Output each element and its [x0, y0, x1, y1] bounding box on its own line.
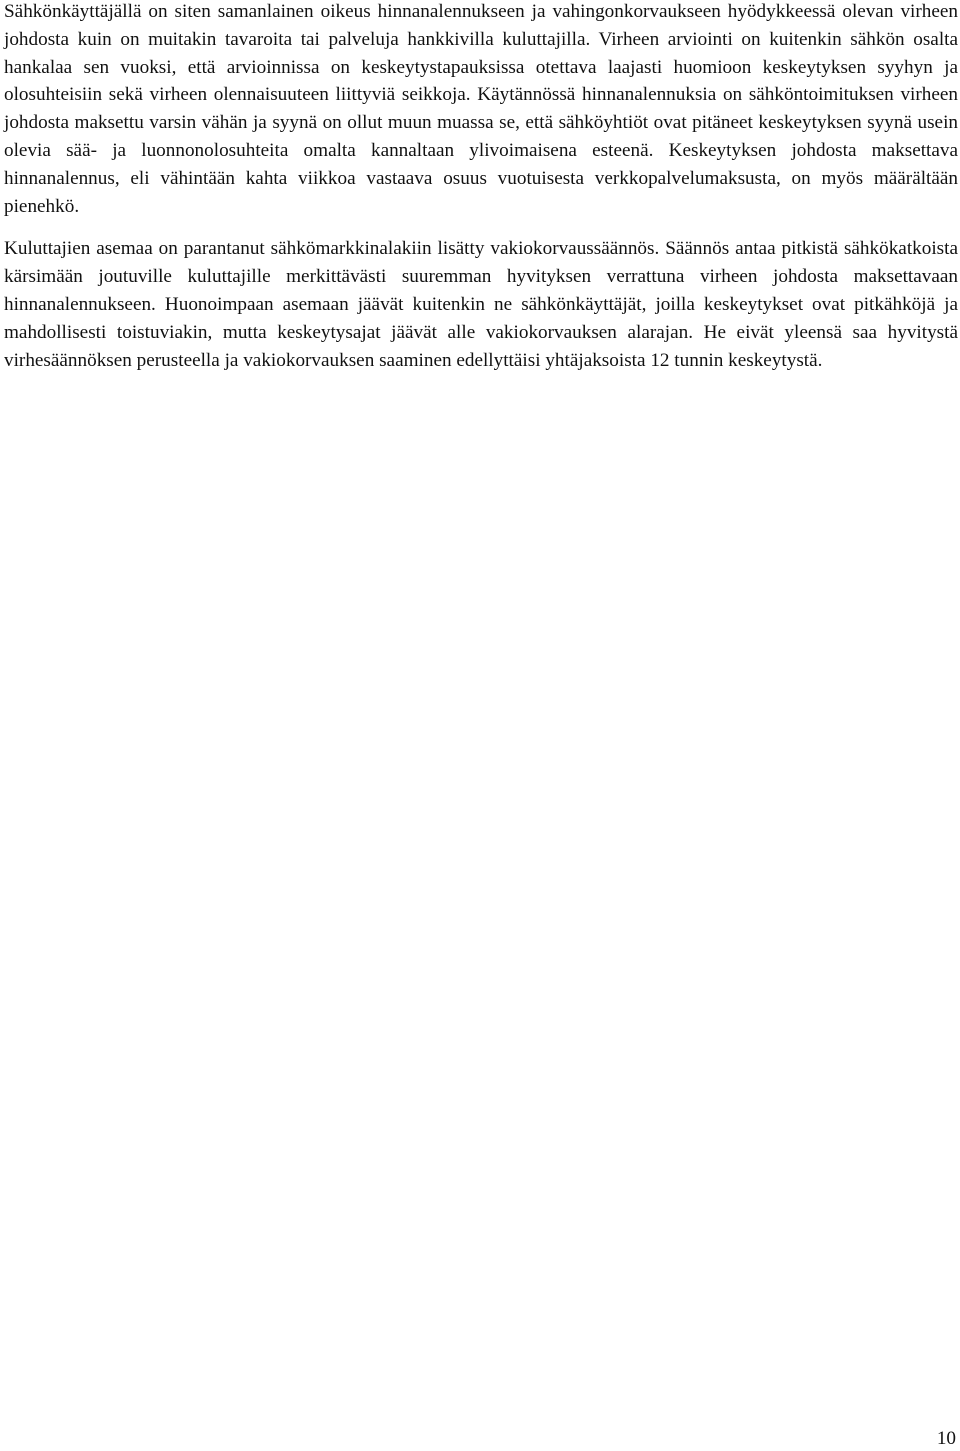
- paragraph-price-reduction: Sähkönkäyttäjällä on siten samanlainen oikeus hinnanalennukseen ja vahingonkorvaukseen hyödykkeessä olevan virheen johdosta kuin on muitakin tavaroita tai palveluja hankkivilla kuluttajilla. Virheen arviointi on kuitenkin sähkön osalta hankalaa sen vuoksi, että arvioinnissa on keskeytystapauksissa otettava laajasti huomioon keskeytyksen syyhyn ja olosuhteisiin sekä virheen olennaisuuteen liittyviä seikkoja. Käytännössä hinnanalennuksia on sähköntoimituksen virheen johdosta maksettu varsin vähän ja syynä on ollut muun muassa se, että sähköyhtiöt ovat pitäneet keskeytyksen syynä usein olevia sää- ja luonnonolosuhteita omalta kannaltaan ylivoimaisena esteenä. Keskeytyksen johdosta maksettava hinnanalennus, eli vähintään kahta viikkoa vastaava osuus vuotuisesta verkkopalvelumaksusta, on myös määrältään pienehkö.: [4, 1, 958, 217]
- page-number: 10: [936, 1428, 956, 1449]
- document-page: [4, 0, 958, 374]
- paragraph-standard-compensation: Kuluttajien asemaa on parantanut sähkömarkkinalakiin lisätty vakiokorvaussäännös. Säännös antaa pitkistä sähkökatkoista kärsimään joutuville kuluttajille merkittävästi suuremman hyvityksen verrattuna virheen johdosta maksettavaan hinnanalennukseen. Huonoimpaan asemaan jäävät kuitenkin ne sähkönkäyttäjät, joilla keskeytykset ovat pitkähköjä ja mahdollisesti toistuviakin, mutta keskeytysajat jäävät alle vakiokorvauksen alarajan. He eivät yleensä saa hyvitystä virhesäännöksen perusteella ja vakiokorvauksen saaminen edellyttäisi yhtäjaksoista 12 tunnin keskeytystä.: [4, 238, 958, 371]
